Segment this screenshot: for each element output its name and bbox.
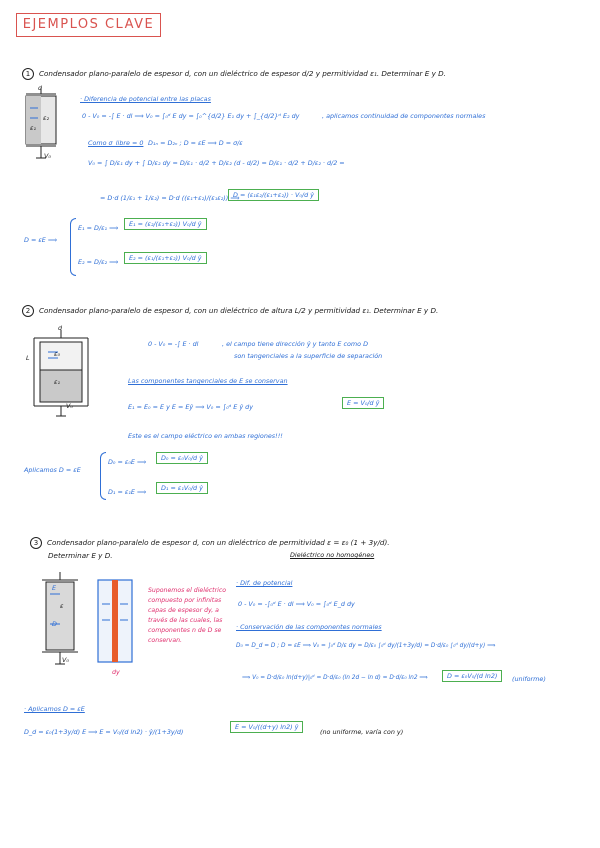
problem-3-result-E: E = V₀/((d+y) ln2) ŷ — [230, 721, 303, 733]
problem-2-result-D1: D₁ = ε₁V₀/d ŷ — [156, 482, 208, 494]
problem-1-result-D: D = (ε₁ε₂/(ε₁+ε₂)) · V₀/d ŷ — [228, 189, 319, 201]
problem-2-sys1: D₀ = ε₀E ⟹ — [108, 458, 147, 466]
problem-3-eq3: ⟹ V₀ = D·d/ε₀ ln(d+y)|₀ᵈ = D·d/ε₀ (ln 2d − ln d) = D·d/ε₀ ln2 ⟹ — [242, 675, 428, 681]
problem-1-eq3: V₀ = ∫ D/ε₁ dy + ∫ D/ε₂ dy = D/ε₁ · d/2 + D/ε₂ (d - d/2) = D/ε₁ · d/2 + D/ε₂ · d/2 = — [88, 159, 345, 167]
problem-3-note-inhom: Dieléctrico no homogéneo — [290, 551, 375, 559]
problem-1-figure — [18, 88, 68, 168]
problem-3-eq1: 0 - V₀ = -∫₀ᵈ E · dl ⟹ V₀ = ∫₀ᵈ E_d dy — [238, 600, 355, 608]
problem-2-eq1: 0 - V₀ = -∫ E · dl — [148, 340, 199, 348]
problem-3-sub3: · Aplicamos D = εE — [24, 705, 85, 713]
problem-3-fig-label-v0: V₀ — [62, 656, 69, 664]
problem-1-statement: 1 Condensador plano-paralelo de espesor d, con un dieléctrico de espesor d/2 y permitividad ε₁. Determinar E y D. — [22, 68, 446, 80]
problem-2-note1: , el campo tiene dirección ŷ y tanto E como D — [222, 340, 368, 348]
problem-1-eq4: = D·d (1/ε₁ + 1/ε₂) = D·d ((ε₁+ε₂)/(ε₁ε₂)) ⟹ — [100, 194, 240, 202]
problem-2-statement: 2 Condensador plano-paralelo de espesor d, con un dieléctrico de altura L/2 y permitividad ε₁. Determinar E y D. — [22, 305, 438, 317]
problem-3-note-end: (no uniforme, varía con y) — [320, 728, 404, 736]
problem-1-eq1: 0 - V₀ = -∫ E · dl ⟹ V₀ = ∫₀ᵈ E dy = ∫₀^{d/2} E₁ dy + ∫_{d/2}ᵈ E₂ dy — [82, 112, 300, 120]
page-title: EJEMPLOS CLAVE — [16, 13, 161, 37]
problem-2-result-E: E = V₀/d ŷ — [342, 397, 384, 409]
problem-2-eq2: E₁ = E₀ = E y E = Eŷ ⟹ V₀ = ∫₀ᵈ E ŷ dy — [128, 403, 254, 411]
problem-2-figure — [28, 328, 98, 418]
problem-2-note3: Este es el campo eléctrico en ambas regiones!!! — [128, 432, 283, 440]
problem-2-fig-label-v0: V₀ — [66, 402, 73, 410]
problem-2-lhs: Aplicamos D = εE — [24, 466, 81, 474]
problem-1-fig-label-d: d — [38, 84, 43, 92]
problem-3-sub2: · Conservación de las componentes normales — [236, 623, 382, 631]
problem-2-result-D0: D₀ = ε₀V₀/d ŷ — [156, 452, 208, 464]
problem-1-note1: , aplicamos continuidad de componentes normales — [322, 112, 486, 120]
problem-3-figure-left — [38, 572, 88, 668]
problem-2-brace — [100, 452, 106, 500]
problem-1-fig-label-e2: ε₂ — [43, 114, 50, 122]
problem-3-statement2: Determinar E y D. — [48, 551, 113, 560]
problem-3-sub1: · Dif. de potencial — [236, 579, 293, 587]
problem-3-fig-label-eps: ε — [60, 602, 64, 610]
problem-1-fig-label-v0: V₀ — [44, 152, 51, 160]
problem-1-cond: Como σ_libre = 0 — [88, 139, 144, 147]
problem-1-fig-label-e1: ε₁ — [30, 124, 37, 132]
problem-3-eq4: D_d = ε₀(1+3y/d) E ⟹ E = V₀/(d ln2) · ŷ/(1+3y/d) — [24, 728, 184, 736]
problem-1-sys2: E₂ = D/ε₂ ⟹ — [78, 258, 119, 266]
problem-3-figure-right — [96, 576, 136, 676]
problem-2-fig-label-e1: ε₁ — [54, 378, 61, 386]
problem-1-result-E2: E₂ = (ε₁/(ε₁+ε₂)) V₀/d ŷ — [124, 252, 207, 264]
problem-2-fig-label-d: d — [58, 324, 63, 332]
problem-3-pink-note: Suponemos el dieléctrico compuesto por infinitas capas de espesor dy, a través de las cuales, las componentes n de D se conservan. — [148, 587, 227, 644]
problem-3-fig-label-E: E — [52, 584, 57, 592]
problem-3-uniform: (uniforme) — [512, 675, 546, 683]
problem-3-result-D: D = ε₀V₀/(d ln2) — [442, 670, 502, 682]
problem-1-result-E1: E₁ = (ε₂/(ε₁+ε₂)) V₀/d ŷ — [124, 218, 207, 230]
problem-2-sys2: D₁ = ε₁E ⟹ — [108, 488, 147, 496]
problem-2-fig-label-e0: ε₀ — [54, 350, 61, 358]
problem-2-fig-label-L: L — [26, 354, 30, 362]
problem-2-subtitle: Las componentes tangenciales de E se conservan — [128, 377, 288, 385]
problem-1-brace — [70, 218, 76, 276]
problem-1-subtitle: · Diferencia de potencial entre las placas — [80, 95, 211, 103]
problem-2-note2: son tangenciales a la superficie de separación — [234, 352, 383, 360]
problem-1-eq2: D₁ₙ = D₂ₙ ; D = εE ⟹ D = σ/ε — [148, 139, 243, 147]
problem-3-eq2: D₀ = D_d = D ; D = εE ⟹ V₀ = ∫₀ᵈ D/ε dy = D/ε₀ ∫₀ᵈ dy/(1+3y/d) = D·d/ε₀ ∫₀ᵈ dy/(d+y) ⟹ — [236, 643, 496, 649]
problem-3-fig-label-dy: dy — [112, 668, 120, 676]
problem-1-lhs: D = εE ⟹ — [24, 236, 58, 244]
problem-3-statement: 3 Condensador plano-paralelo de espesor d, con un dieléctrico de permitividad ε = ε₀ (1 + 3y/d). — [30, 537, 390, 549]
problem-3-fig-label-D: D — [52, 620, 57, 628]
problem-1-sys1: E₁ = D/ε₁ ⟹ — [78, 224, 119, 232]
